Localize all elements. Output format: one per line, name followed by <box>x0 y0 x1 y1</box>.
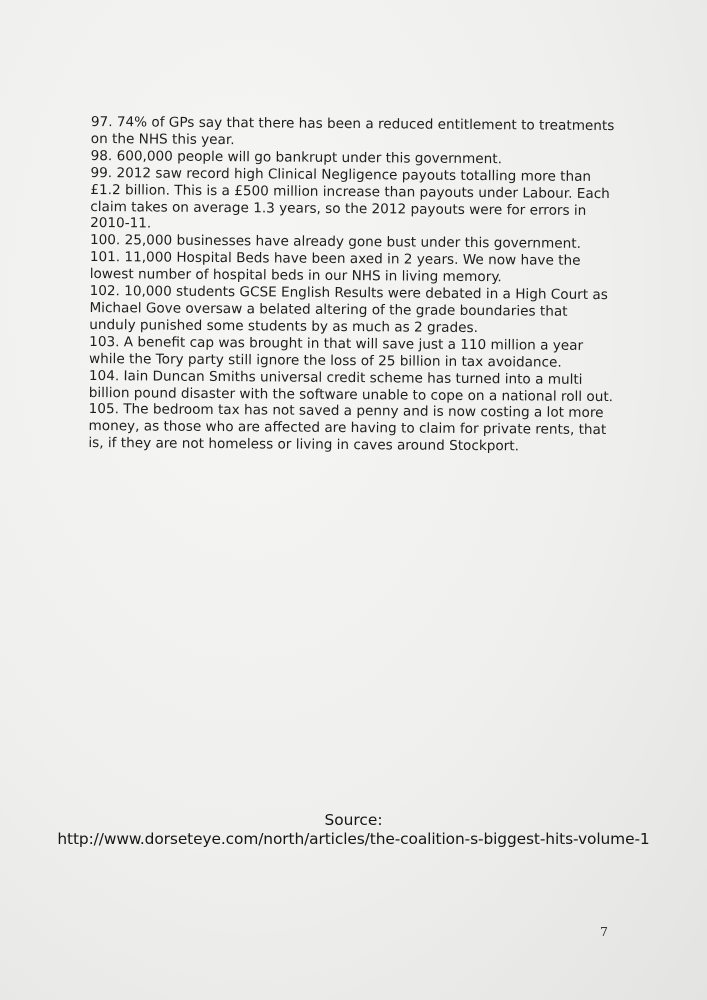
list-item-98: 98. 600,000 people will go bankrupt under this government. <box>90 147 503 168</box>
list-item-105: 105. The bedroom tax has not saved a penny and is now costing a lot more money, as those who are affected are having to claim for private rents, that is, if they are not homeless or living in caves around Stockport. <box>88 401 607 455</box>
source-label: Source: <box>324 811 383 829</box>
list-item-99: 99. 2012 saw record high Clinical Negligence payouts totalling more than £1.2 billion. This is a £500 million increase than payouts under Labour. Each claim takes on average 1.3 years, so the 2012 payouts were for errors in 2010-11. <box>90 164 610 232</box>
list-item-103: 103. A benefit cap was brought in that will save just a 110 million a year while the Tory party still ignore the loss of 25 billion in tax avoidance. <box>89 333 584 371</box>
list-item-100: 100. 25,000 businesses have already gone bust under this government. <box>89 232 581 253</box>
list-item-101: 101. 11,000 Hospital Beds have been axed in 2 years. We now have the lowest number of hospital beds in our NHS in living memory. <box>89 249 581 286</box>
list-item-97: 97. 74% of GPs say that there has been a reduced entitlement to treatments on the NHS this year. <box>90 114 615 149</box>
source-url: http://www.dorseteye.com/north/articles/the-coalition-s-biggest-hits-volume-1 <box>57 830 650 848</box>
numbered-list <box>88 114 619 456</box>
page-number: 7 <box>600 924 608 939</box>
source-citation <box>0 811 707 849</box>
list-item-102: 102. 10,000 students GCSE English Results were debated in a High Court as Michael Gove oversaw a belated altering of the grade boundaries that unduly punished some students by as much as 2 grades. <box>89 283 608 336</box>
list-item-104: 104. Iain Duncan Smiths universal credit scheme has turned into a multi billion pound disaster with the software unable to cope on a national roll out. <box>88 367 614 405</box>
